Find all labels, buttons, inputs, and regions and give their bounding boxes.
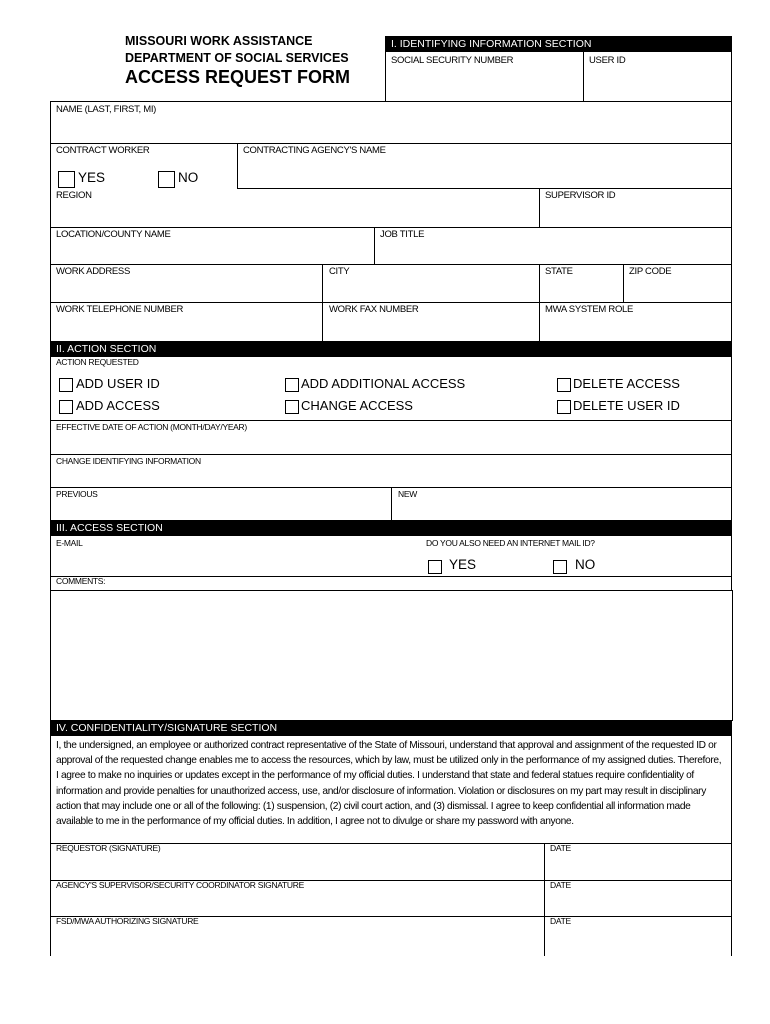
user-id-label: USER ID	[589, 55, 626, 66]
add-user-id-checkbox[interactable]	[59, 378, 73, 392]
contract-worker-yes-label: YES	[78, 170, 106, 185]
add-access-label: ADD ACCESS	[76, 398, 160, 413]
region-field[interactable]	[52, 202, 537, 226]
supervisor-date-label: DATE	[550, 880, 571, 890]
supervisor-id-field[interactable]	[541, 202, 729, 226]
name-label: NAME (LAST, FIRST, MI)	[56, 104, 157, 115]
state-field[interactable]	[541, 278, 621, 301]
delete-access-checkbox[interactable]	[557, 378, 571, 392]
contract-worker-no-label: NO	[178, 170, 199, 185]
fsd-date-label: DATE	[550, 916, 571, 926]
change-access-checkbox[interactable]	[285, 400, 299, 414]
location-field[interactable]	[52, 241, 372, 263]
previous-label: PREVIOUS	[56, 489, 98, 499]
delete-access-label: DELETE ACCESS	[573, 376, 680, 391]
zip-field[interactable]	[625, 278, 729, 301]
new-label: NEW	[398, 489, 417, 499]
mwa-role-field[interactable]	[541, 316, 729, 340]
contracting-agency-field[interactable]	[239, 157, 729, 187]
internet-mail-no-label: NO	[575, 557, 596, 572]
state-label: STATE	[545, 266, 573, 277]
fsd-signature-label: FSD/MWA AUTHORIZING SIGNATURE	[56, 916, 199, 926]
city-field[interactable]	[324, 278, 537, 301]
location-label: LOCATION/COUNTY NAME	[56, 229, 171, 240]
city-label: CITY	[329, 266, 350, 277]
zip-label: ZIP CODE	[629, 266, 672, 277]
agency-line-1: MISSOURI WORK ASSISTANCE	[125, 34, 313, 48]
work-address-field[interactable]	[52, 278, 320, 301]
comments-textarea[interactable]	[50, 590, 733, 721]
requestor-date-field[interactable]	[546, 855, 729, 879]
internet-mail-label: DO YOU ALSO NEED AN INTERNET MAIL ID?	[426, 538, 595, 548]
requestor-signature-field[interactable]	[52, 855, 542, 879]
requestor-signature-label: REQUESTOR (SIGNATURE)	[56, 843, 161, 853]
user-id-field[interactable]	[584, 68, 731, 101]
effective-date-field[interactable]	[52, 434, 729, 453]
comments-label: COMMENTS:	[56, 576, 106, 586]
ssn-field[interactable]	[386, 68, 582, 101]
region-label: REGION	[56, 190, 92, 201]
contract-worker-no-checkbox[interactable]	[158, 171, 175, 188]
add-user-id-label: ADD USER ID	[76, 376, 160, 391]
job-title-label: JOB TITLE	[380, 229, 425, 240]
work-phone-field[interactable]	[52, 316, 320, 340]
internet-mail-no-checkbox[interactable]	[553, 560, 567, 574]
confidentiality-statement: I, the undersigned, an employee or authorized contract representative of the State of Missouri, understand that approval and assignment of the requested ID or approval of the requested change enables me to access the resources, which by law, must be utilized only in the performance of my assigned duties. Therefore, I agree to make no inquiries or updates except in the performance of my official duties. I understand that state and federal statues require confidentiality of information and provide penalties for unauthorized access, use, and/or disclosure of information. Violation or disclosures on my part may result in disciplinary action that may include one or all of the following: (1) suspension, (2) civil court action, and (3) dismissal. I agree to keep confidential all information made available to me in the performance of my official duties. In addition, I agree not to divulge or share my password with anyone.	[56, 740, 722, 828]
previous-field[interactable]	[52, 500, 388, 519]
change-access-label: CHANGE ACCESS	[301, 398, 413, 413]
form-title: ACCESS REQUEST FORM	[125, 67, 351, 87]
work-fax-field[interactable]	[324, 316, 537, 340]
job-title-field[interactable]	[376, 241, 729, 263]
email-label: E-MAIL	[56, 538, 83, 548]
fsd-signature-field[interactable]	[52, 928, 542, 954]
agency-line-2: DEPARTMENT OF SOCIAL SERVICES	[125, 51, 349, 65]
supervisor-date-field[interactable]	[546, 892, 729, 916]
add-additional-access-checkbox[interactable]	[285, 378, 299, 392]
supervisor-signature-field[interactable]	[52, 892, 542, 916]
add-access-checkbox[interactable]	[59, 400, 73, 414]
section-4-header: IV. CONFIDENTIALITY/SIGNATURE SECTION	[50, 720, 732, 736]
section-2-header: II. ACTION SECTION	[50, 341, 732, 357]
work-fax-label: WORK FAX NUMBER	[329, 304, 419, 315]
fsd-date-field[interactable]	[546, 928, 729, 954]
effective-date-label: EFFECTIVE DATE OF ACTION (MONTH/DAY/YEAR)	[56, 422, 247, 432]
section-1-header: I. IDENTIFYING INFORMATION SECTION	[385, 36, 732, 52]
contracting-agency-label: CONTRACTING AGENCY'S NAME	[243, 145, 386, 156]
name-field[interactable]	[52, 116, 729, 142]
requestor-date-label: DATE	[550, 843, 571, 853]
contract-worker-label: CONTRACT WORKER	[56, 145, 150, 156]
section-3-header: III. ACCESS SECTION	[50, 520, 732, 536]
change-identifying-label: CHANGE IDENTIFYING INFORMATION	[56, 456, 201, 466]
work-phone-label: WORK TELEPHONE NUMBER	[56, 304, 184, 315]
add-additional-access-label: ADD ADDITIONAL ACCESS	[301, 376, 466, 391]
work-address-label: WORK ADDRESS	[56, 266, 130, 277]
ssn-label: SOCIAL SECURITY NUMBER	[391, 55, 514, 66]
mwa-role-label: MWA SYSTEM ROLE	[545, 304, 634, 315]
delete-user-id-checkbox[interactable]	[557, 400, 571, 414]
supervisor-id-label: SUPERVISOR ID	[545, 190, 616, 201]
internet-mail-yes-label: YES	[449, 557, 477, 572]
action-requested-label: ACTION REQUESTED	[56, 357, 139, 367]
supervisor-signature-label: AGENCY'S SUPERVISOR/SECURITY COORDINATOR SIGNATURE	[56, 880, 304, 890]
internet-mail-yes-checkbox[interactable]	[428, 560, 442, 574]
new-field[interactable]	[393, 500, 729, 519]
change-identifying-field[interactable]	[52, 468, 729, 485]
email-field[interactable]	[52, 549, 418, 574]
delete-user-id-label: DELETE USER ID	[573, 398, 680, 413]
contract-worker-yes-checkbox[interactable]	[58, 171, 75, 188]
